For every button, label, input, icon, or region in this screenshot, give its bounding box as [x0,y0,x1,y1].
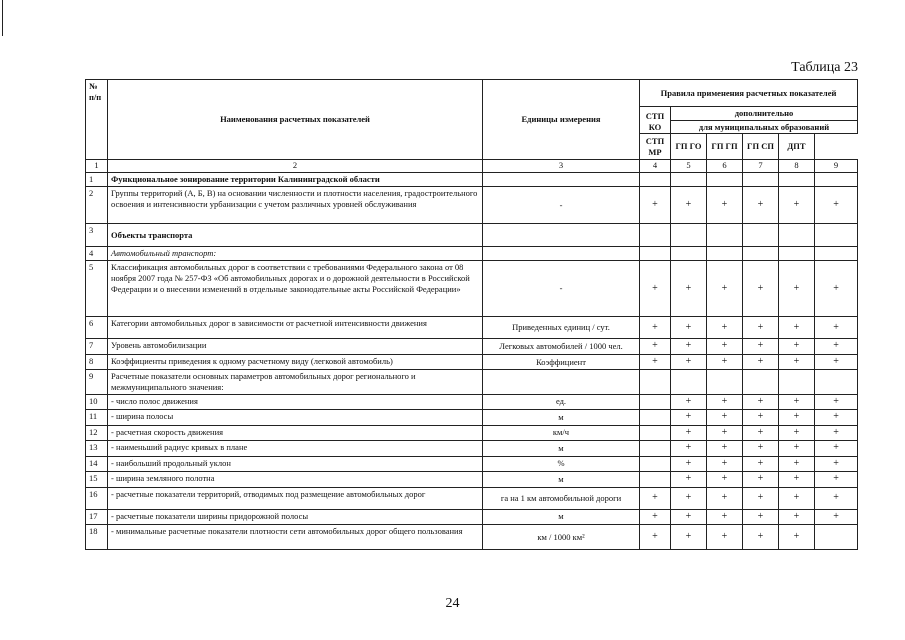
indicator-units: га на 1 км автомобильной дороги [483,487,640,509]
indicator-name: Коэффициенты приведения к одному расчетному виду (легковой автомобиль) [108,354,483,370]
applicability-cell: + [640,339,671,355]
applicability-cell: + [779,187,815,224]
indicator-name: Автомобильный транспорт: [108,247,483,261]
applicability-cell [815,224,858,247]
applicability-cell: + [743,339,779,355]
row-number: 18 [86,525,108,550]
applicability-cell: + [779,261,815,317]
applicability-cell: + [743,472,779,488]
applicability-cell: + [640,317,671,339]
applicability-cell: + [779,472,815,488]
applicability-cell [671,224,707,247]
applicability-cell [815,173,858,187]
applicability-cell: + [671,339,707,355]
applicability-cell: + [707,187,743,224]
table-row [86,525,858,550]
applicability-cell: + [743,354,779,370]
applicability-cell: + [743,525,779,550]
table-row [86,339,858,355]
header-rules-group: Правила применения расчетных показателей [640,80,858,107]
applicability-cell: + [671,441,707,457]
applicability-cell [640,247,671,261]
indicator-name: Расчетные показатели основных параметров автомобильных дорог регионального и межмуниципального значения: [108,370,483,394]
row-number: 16 [86,487,108,509]
table-body [86,160,858,550]
applicability-cell: + [779,410,815,426]
indicator-name: - ширина земляного полотна [108,472,483,488]
indicator-units [483,173,640,187]
applicability-cell: + [640,487,671,509]
applicability-cell [779,247,815,261]
applicability-cell [671,370,707,394]
applicability-cell: + [707,339,743,355]
applicability-cell: + [743,456,779,472]
index-cell: 2 [108,160,483,173]
applicability-cell [743,247,779,261]
applicability-cell [671,173,707,187]
table-row [86,317,858,339]
indicator-units: м [483,441,640,457]
indicator-name: Объекты транспорта [108,224,483,247]
row-number: 10 [86,394,108,410]
indicator-units [483,224,640,247]
table-row [86,472,858,488]
applicability-cell: + [707,317,743,339]
row-number: 3 [86,224,108,247]
index-cell: 8 [779,160,815,173]
header-stp-ko: СТП КО [640,107,671,134]
applicability-cell: + [779,441,815,457]
applicability-cell: + [743,509,779,525]
applicability-cell: + [707,394,743,410]
row-number: 17 [86,509,108,525]
applicability-cell: + [707,456,743,472]
row-number: 11 [86,410,108,426]
header-name: Наименования расчетных показателей [108,80,483,160]
indicator-name: Классификация автомобильных дорог в соответствии с требованиями Федерального закона от 08 ноября 2007 года № 257-ФЗ «Об автомобильных дорогах и о дорожной деятельности в Российской Федерации и о внесении изменений в отдельные законодательные акты Российской Федерации» [108,261,483,317]
indicator-name: Категории автомобильных дорог в зависимости от расчетной интенсивности движения [108,317,483,339]
applicability-cell: + [640,187,671,224]
indicator-name: - ширина полосы [108,410,483,426]
indicator-name: Функциональное зонирование территории Калининградской области [108,173,483,187]
applicability-cell: + [640,261,671,317]
row-number: 2 [86,187,108,224]
applicability-cell: + [671,525,707,550]
row-number: 6 [86,317,108,339]
applicability-cell [743,370,779,394]
applicability-cell [707,370,743,394]
indicator-name: - минимальные расчетные показатели плотности сети автомобильных дорог общего пользования [108,525,483,550]
column-index-row [86,160,858,173]
indicator-name: - расчетные показатели ширины придорожной полосы [108,509,483,525]
applicability-cell: + [779,425,815,441]
table-row [86,187,858,224]
applicability-cell: + [743,394,779,410]
applicability-cell: + [707,487,743,509]
indicator-units: Легковых автомобилей / 1000 чел. [483,339,640,355]
applicability-cell: + [671,261,707,317]
header-dpt: ДПТ [779,134,815,160]
applicability-cell: + [815,441,858,457]
table-row [86,173,858,187]
applicability-cell: + [743,317,779,339]
row-number: 4 [86,247,108,261]
header-gp-gp: ГП ГП [707,134,743,160]
table-caption: Таблица 23 [791,60,858,75]
applicability-cell [779,224,815,247]
index-cell: 7 [743,160,779,173]
applicability-cell: + [815,410,858,426]
applicability-cell: + [743,441,779,457]
header-municipal: для муниципальных образований [671,120,858,134]
header-num: № п/п [86,80,108,160]
row-number: 12 [86,425,108,441]
table-row [86,224,858,247]
applicability-cell [640,370,671,394]
applicability-cell [779,173,815,187]
applicability-cell: + [743,487,779,509]
applicability-cell [815,370,858,394]
applicability-cell: + [815,187,858,224]
applicability-cell [640,456,671,472]
applicability-cell: + [707,509,743,525]
applicability-cell: + [707,425,743,441]
applicability-cell: + [671,425,707,441]
table-row [86,456,858,472]
table-row [86,425,858,441]
applicability-cell: + [671,394,707,410]
applicability-cell [640,472,671,488]
indicator-units: % [483,456,640,472]
applicability-cell: + [815,472,858,488]
applicability-cell: + [671,187,707,224]
indicator-name: - наибольший продольный уклон [108,456,483,472]
applicability-cell: + [779,525,815,550]
applicability-cell: + [815,487,858,509]
indicator-units: м [483,509,640,525]
applicability-cell: + [640,525,671,550]
indicator-units: м [483,472,640,488]
applicability-cell: + [671,472,707,488]
applicability-cell: + [815,261,858,317]
row-number: 7 [86,339,108,355]
applicability-cell [640,224,671,247]
applicability-cell: + [671,354,707,370]
applicability-cell: + [743,261,779,317]
row-number: 13 [86,441,108,457]
applicability-cell: + [779,339,815,355]
row-number: 15 [86,472,108,488]
applicability-cell: + [815,509,858,525]
header-stp-mr: СТП МР [640,134,671,160]
header-additional: дополнительно [671,107,858,121]
indicator-units: км/ч [483,425,640,441]
indicator-name: - наименьший радиус кривых в плане [108,441,483,457]
applicability-cell: + [671,509,707,525]
applicability-cell: + [707,441,743,457]
index-cell: 6 [707,160,743,173]
header-units: Единицы измерения [483,80,640,160]
indicator-units [483,370,640,394]
applicability-cell [707,247,743,261]
row-number: 1 [86,173,108,187]
applicability-cell: + [707,525,743,550]
index-cell: 9 [815,160,858,173]
applicability-cell: + [779,509,815,525]
table-row [86,410,858,426]
applicability-cell: + [743,410,779,426]
applicability-cell: + [815,317,858,339]
applicability-cell: + [815,339,858,355]
indicator-name: - число полос движения [108,394,483,410]
header-gp-sp: ГП СП [743,134,779,160]
applicability-cell [707,173,743,187]
applicability-cell: + [743,425,779,441]
applicability-cell: + [671,317,707,339]
indicator-name: - расчетная скорость движения [108,425,483,441]
indicator-units [483,247,640,261]
applicability-cell: + [743,187,779,224]
index-cell: 4 [640,160,671,173]
applicability-cell: + [707,472,743,488]
page-edge-rule [2,0,3,36]
applicability-cell: + [640,354,671,370]
applicability-cell: + [707,261,743,317]
applicability-cell: + [815,425,858,441]
applicability-cell [815,247,858,261]
applicability-cell [640,410,671,426]
applicability-cell: + [779,354,815,370]
table-row [86,354,858,370]
applicability-cell [640,441,671,457]
applicability-cell [779,370,815,394]
applicability-cell: + [779,317,815,339]
table-row [86,261,858,317]
applicability-cell [743,173,779,187]
applicability-cell [671,247,707,261]
applicability-cell [640,425,671,441]
index-cell: 1 [86,160,108,173]
applicability-cell: + [640,509,671,525]
indicator-units: км / 1000 км² [483,525,640,550]
table-row [86,370,858,394]
table-row [86,441,858,457]
applicability-cell: + [671,456,707,472]
indicator-units: Коэффициент [483,354,640,370]
indicator-name: Уровень автомобилизации [108,339,483,355]
row-number: 14 [86,456,108,472]
applicability-cell: + [779,394,815,410]
table-row [86,509,858,525]
index-cell: 3 [483,160,640,173]
applicability-cell [707,224,743,247]
applicability-cell [743,224,779,247]
table-row [86,394,858,410]
header-gp-go: ГП ГО [671,134,707,160]
applicability-cell [815,525,858,550]
indicators-table [85,79,858,550]
indicator-units: м [483,410,640,426]
applicability-cell: + [707,410,743,426]
indicator-name: - расчетные показатели территорий, отводимых под размещение автомобильных дорог [108,487,483,509]
applicability-cell: + [815,354,858,370]
indicator-name: Группы территорий (А, Б, В) на основании численности и плотности населения, градостроительного освоения и интенсивности урбанизации с учетом различных уровней обслуживания [108,187,483,224]
indicator-units: ед. [483,394,640,410]
applicability-cell: + [815,394,858,410]
applicability-cell [640,173,671,187]
table-row [86,247,858,261]
row-number: 8 [86,354,108,370]
applicability-cell: + [671,487,707,509]
row-number: 9 [86,370,108,394]
indicator-units: Приведенных единиц / сут. [483,317,640,339]
applicability-cell: + [779,487,815,509]
page-number: 24 [445,596,460,611]
row-number: 5 [86,261,108,317]
applicability-cell: + [815,456,858,472]
applicability-cell: + [779,456,815,472]
table-row [86,487,858,509]
applicability-cell: + [707,354,743,370]
indicator-units: - [483,261,640,317]
applicability-cell: + [671,410,707,426]
indicator-units: - [483,187,640,224]
index-cell: 5 [671,160,707,173]
applicability-cell [640,394,671,410]
